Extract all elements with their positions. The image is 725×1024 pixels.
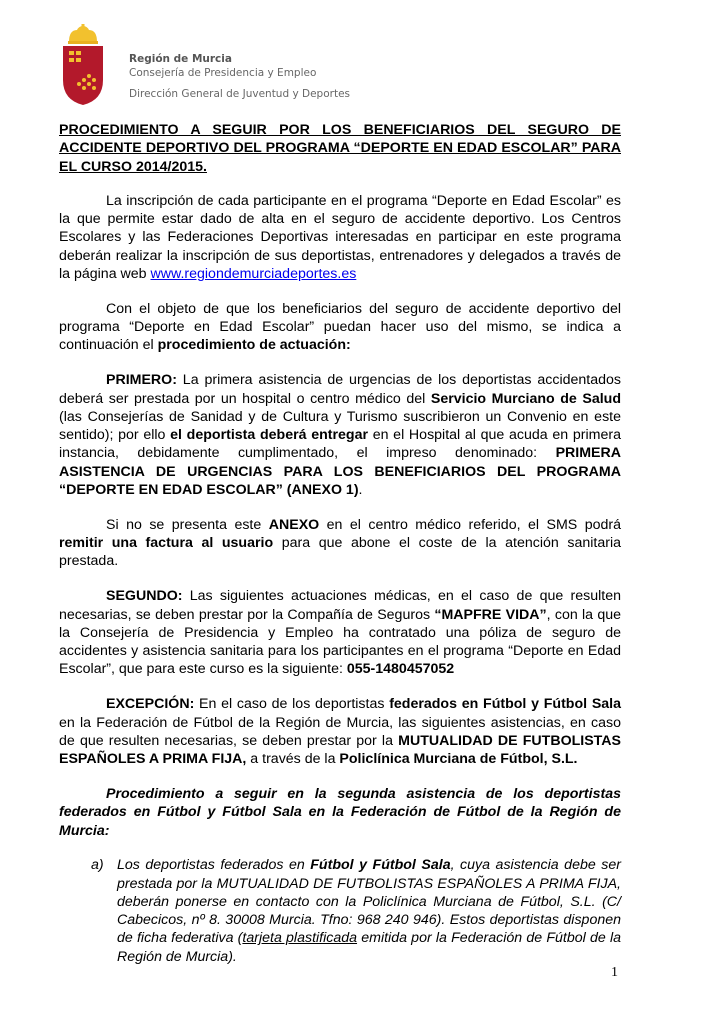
intro-paragraph bbox=[59, 192, 621, 283]
region-shield-icon bbox=[61, 24, 105, 106]
excepcion-text-1: En el caso de los deportistas bbox=[194, 696, 390, 713]
primero-bold-1: Servicio Murciano de Salud bbox=[430, 390, 621, 407]
procedure-subheading bbox=[59, 785, 621, 840]
segundo-text-1: Las siguientes actuaciones médicas, en el caso de que resulten necesarias, se deben prestar por la Compañía de Seguros bbox=[59, 588, 621, 623]
primero-paragraph bbox=[59, 371, 621, 499]
segundo-label: SEGUNDO: bbox=[106, 588, 183, 605]
anexo-bold-1: ANEXO bbox=[268, 516, 320, 533]
department-name: Consejería de Presidencia y Empleo bbox=[129, 67, 317, 79]
list-text-3: emitida por la Federación de Fútbol de la Región de Murcia). bbox=[117, 930, 621, 965]
website-link[interactable]: www.regiondemurciadeportes.es bbox=[150, 266, 357, 283]
segundo-bold-1: “MAPFRE VIDA” bbox=[434, 606, 547, 623]
primero-bold-2: el deportista deberá entregar bbox=[170, 427, 368, 444]
excepcion-bold-3: Policlínica Murciana de Fútbol, S.L. bbox=[339, 751, 578, 768]
anexo-text-1: Si no se presenta este bbox=[106, 516, 269, 533]
anexo-bold-2: remitir una factura al usuario bbox=[59, 535, 274, 552]
list-underline: tarjeta plastificada bbox=[242, 930, 358, 947]
objeto-bold: procedimiento de actuación: bbox=[157, 337, 351, 354]
directorate-name: Dirección General de Juventud y Deportes bbox=[129, 88, 351, 100]
excepcion-label: EXCEPCIÓN: bbox=[106, 696, 195, 713]
region-name: Región de Murcia bbox=[129, 53, 232, 65]
objeto-paragraph bbox=[59, 300, 621, 355]
list-text-2: , cuya asistencia debe ser prestada por la MUTUALIDAD DE FUTBOLISTAS ESPAÑOLES A PRIMA FIJA, deberán ponerse en contacto con la Policlínica Murciana de Fútbol, S.L. (C/ Cabecicos, nº 8. 30008 Murcia. Tfno: 968 240 946). Estos deportistas disponen de ficha federativa ( bbox=[117, 857, 621, 947]
primero-text-3: en el Hospital al que acuda en primera instancia, debidamente cumplimentado, el impreso denominado: bbox=[59, 427, 621, 462]
anexo-paragraph bbox=[59, 516, 621, 571]
document-title: PROCEDIMIENTO A SEGUIR POR LOS BENEFICIARIOS DEL SEGURO DE ACCIDENTE DEPORTIVO DEL PROGRAMA “DEPORTE EN EDAD ESCOLAR” PARA EL CURSO 2014/2015. bbox=[59, 122, 621, 175]
primero-text-2: (las Consejerías de Sanidad y de Cultura y Turismo suscribieron un Convenio en este sentido); por ello bbox=[59, 408, 621, 444]
segundo-paragraph bbox=[59, 587, 621, 678]
excepcion-bold-2: MUTUALIDAD DE FUTBOLISTAS ESPAÑOLES A PRIMA FIJA, bbox=[59, 732, 622, 768]
intro-text: La inscripción de cada participante en el programa “Deporte en Edad Escolar” es la que permite estar dado de alta en el seguro de accidente deportivo. Los Centros Escolares y las Federaciones Deportivas interesadas en participar en este programa deberán realizar la inscripción de sus deportistas, entrenadores y delegados a través de la página web bbox=[59, 192, 621, 283]
list-bold-1: Fútbol y Fútbol Sala bbox=[310, 857, 451, 874]
list-text-1: Los deportistas federados en bbox=[117, 857, 311, 874]
primero-bold-3: PRIMERA ASISTENCIA DE URGENCIAS PARA LOS BENEFICIARIOS DEL PROGRAMA “DEPORTE EN EDAD ESCOLAR” (ANEXO 1) bbox=[59, 445, 621, 499]
header-logo bbox=[55, 24, 351, 114]
policy-number: 055-1480457052 bbox=[346, 661, 455, 678]
excepcion-text-2: en la Federación de Fútbol de la Región de Murcia, las siguientes asistencias, en caso de que resulten necesarias, se deben prestar por la bbox=[59, 714, 621, 749]
document-body bbox=[59, 121, 621, 966]
list-marker: a) bbox=[91, 857, 104, 874]
excepcion-bold-1: federados en Fútbol y Fútbol Sala bbox=[389, 696, 622, 713]
anexo-text-3: para que abone el coste de la atención sanitaria prestada. bbox=[59, 535, 621, 570]
list-item bbox=[91, 856, 621, 966]
page-number: 1 bbox=[611, 965, 618, 980]
primero-text-4: . bbox=[358, 482, 363, 499]
primero-text-1: La primera asistencia de urgencias de los deportistas accidentados deberá ser prestada por un hospital o centro médico del bbox=[59, 372, 621, 407]
segundo-text-2: , con la que la Consejería de Presidencia y Empleo ha contratado una póliza de seguro de accidentes y asistencia sanitaria para los participantes en el programa “Deporte en Edad Escolar”, que para este curso es la siguiente: bbox=[59, 606, 622, 678]
excepcion-text-3: a través de la bbox=[246, 751, 340, 768]
primero-label: PRIMERO: bbox=[106, 372, 177, 389]
excepcion-paragraph bbox=[59, 695, 621, 768]
objeto-text: Con el objeto de que los beneficiarios del seguro de accidente deportivo del programa “Deporte en Edad Escolar” puedan hacer uso del mismo, se indica a continuación el bbox=[59, 300, 621, 354]
anexo-text-2: en el centro médico referido, el SMS podrá bbox=[319, 516, 621, 533]
subheading-text: Procedimiento a seguir en la segunda asistencia de los deportistas federados en Fútbol y Fútbol Sala en la Federación de Fútbol de la Región de Murcia: bbox=[59, 785, 621, 839]
